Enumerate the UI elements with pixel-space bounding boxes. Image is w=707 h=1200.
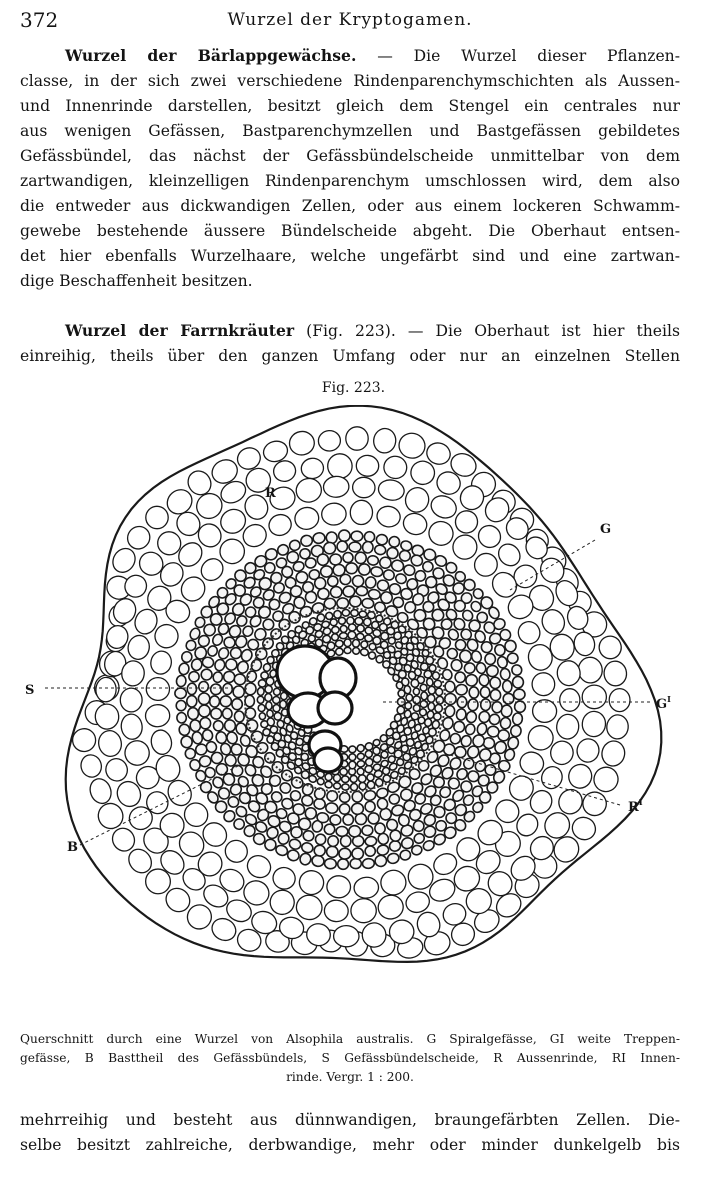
- cell: [413, 704, 420, 712]
- cell: [280, 692, 287, 700]
- cell: [120, 688, 142, 712]
- cell: [434, 680, 443, 688]
- cell: [365, 845, 376, 856]
- cell: [234, 710, 245, 722]
- page-header: [20, 8, 680, 34]
- label-r1: $R^I$: [628, 797, 643, 815]
- cell: [342, 609, 350, 616]
- cell: [245, 707, 257, 719]
- cell: [358, 774, 367, 783]
- cell: [245, 695, 255, 707]
- cell: [222, 683, 232, 695]
- cell: [350, 783, 357, 791]
- cell: [492, 702, 503, 714]
- cell: [455, 684, 467, 695]
- cell: [366, 773, 374, 781]
- paragraph-baerlapp: [20, 43, 680, 294]
- text-line: Gefässbündel, das nächst der Gefässbündelscheide unmittelbar von dem: [20, 147, 680, 165]
- label-s: S: [25, 683, 35, 698]
- cell: [146, 677, 170, 701]
- cell: [351, 803, 364, 815]
- cell: [435, 688, 443, 696]
- text-line: einreihig, theils über den ganzen Umfang oder nur an einzelnen Stellen: [20, 347, 680, 365]
- cell: [445, 705, 456, 717]
- cell: [95, 677, 116, 702]
- cell: [349, 746, 357, 753]
- cell: [352, 848, 364, 860]
- figure-label: Fig. 223.: [321, 380, 386, 396]
- cell: [420, 684, 428, 692]
- cell: [346, 563, 358, 574]
- label-b: B: [67, 840, 78, 855]
- cell: [350, 775, 357, 782]
- cell: [348, 631, 356, 639]
- paragraph-farrn: [20, 318, 680, 369]
- cell: [367, 555, 379, 566]
- cell: [327, 835, 339, 847]
- label-g: G: [600, 522, 612, 537]
- page-number: 372: [20, 8, 59, 32]
- cell: [339, 848, 351, 859]
- cell: [339, 632, 347, 639]
- cell: [398, 690, 406, 698]
- cell: [257, 696, 264, 703]
- cell: [406, 694, 413, 701]
- cell: [351, 531, 363, 541]
- cell: [480, 687, 490, 698]
- cell: [337, 541, 348, 552]
- cell: [513, 689, 525, 700]
- cell: [265, 693, 272, 701]
- cell: [358, 563, 371, 575]
- cell: [490, 689, 501, 700]
- cell: [349, 542, 361, 552]
- cell: [360, 640, 368, 648]
- cell: [489, 677, 501, 690]
- cell: [339, 804, 350, 815]
- root-cross-section-figure: [20, 405, 690, 1020]
- cell: [323, 542, 336, 555]
- label-r: R: [265, 486, 276, 501]
- text-line: classe, in der sich zwei verschiedene Rindenparenchymschichten als Aussen-: [20, 72, 680, 90]
- paragraph-continued: [20, 1108, 680, 1158]
- cell: [466, 711, 477, 723]
- cell: [436, 696, 443, 704]
- cell: [327, 453, 352, 478]
- cell: [349, 825, 361, 837]
- cell: [356, 586, 368, 596]
- cell: [364, 801, 376, 813]
- cell: [324, 773, 333, 782]
- cell: [324, 781, 333, 789]
- cell: [340, 625, 347, 633]
- cell: [338, 530, 350, 542]
- cell: [427, 710, 435, 719]
- figure-caption: [20, 1030, 680, 1087]
- cell: [364, 531, 375, 543]
- cell: [349, 754, 356, 761]
- cell: [363, 618, 372, 627]
- vessel: [314, 748, 342, 772]
- cell: [357, 760, 365, 767]
- cell: [266, 710, 273, 718]
- text-line: die entweder aus dickwandigen Zellen, oder aus einem lockeren Schwamm-: [20, 197, 680, 215]
- cell: [331, 626, 340, 634]
- cell: [330, 586, 343, 598]
- cell: [346, 427, 369, 451]
- text-line: gewebe bestehende äussere Bündelscheide abgeht. Die Oberhaut entsen-: [20, 222, 680, 240]
- cell: [338, 859, 349, 870]
- cell: [413, 696, 420, 704]
- cell: [220, 696, 231, 707]
- cell: [355, 552, 367, 564]
- section-heading: Wurzel der Bärlappgewächse.: [65, 46, 357, 65]
- cell: [357, 744, 365, 752]
- cell: [359, 782, 367, 790]
- cell: [512, 676, 524, 689]
- cell: [609, 689, 630, 712]
- cell: [514, 701, 525, 713]
- cell: [343, 586, 355, 597]
- cell: [327, 576, 339, 588]
- cell: [362, 858, 375, 869]
- vessel: [318, 692, 352, 724]
- cell: [232, 699, 243, 710]
- cell: [343, 814, 354, 825]
- cell: [266, 701, 273, 709]
- cell: [352, 575, 364, 587]
- label-g1: $G^I$: [656, 694, 671, 712]
- cell: [352, 639, 360, 647]
- cell: [444, 681, 455, 693]
- cell: [343, 553, 353, 563]
- cell: [188, 671, 200, 683]
- caption-line: rinde. Vergr. 1 : 200.: [286, 1070, 414, 1084]
- cell: [259, 712, 266, 720]
- cell: [468, 699, 478, 711]
- cell: [326, 790, 338, 802]
- caption-line: gefässe, B Basttheil des Gefässbündels, S Gefässbündelscheide, R Aussenrinde, RI Innen-: [20, 1051, 680, 1065]
- cell: [560, 689, 580, 712]
- cell: [421, 692, 428, 700]
- cell: [335, 648, 344, 656]
- text-line: zartwandigen, kleinzelligen Rindenparenchym umschlossen wird, dem also: [20, 172, 680, 190]
- text-line: selbe besitzt zahlreiche, derbwandige, mehr oder minder dunkelgelb bis: [20, 1136, 680, 1154]
- cell: [512, 712, 523, 725]
- cell: [326, 875, 351, 898]
- cell: [339, 792, 350, 802]
- cell: [258, 704, 265, 712]
- cell: [176, 700, 186, 711]
- cell: [350, 858, 362, 868]
- cell: [233, 686, 245, 698]
- cell: [465, 674, 478, 687]
- cell: [481, 699, 491, 711]
- cell: [489, 714, 501, 726]
- cell: [349, 761, 356, 769]
- text-line: Wurzel der Farrnkräuter (Fig. 223). — Die Oberhaut ist hier theils: [65, 321, 680, 340]
- cell: [355, 617, 364, 625]
- cell: [344, 639, 351, 647]
- caption-line: Querschnitt durch eine Wurzel von Alsophila australis. G Spiralgefässe, GI weite Treppen-: [20, 1032, 680, 1046]
- root-cross-section-illustration: [20, 405, 690, 1020]
- cell: [333, 925, 359, 947]
- section-heading: Wurzel der Farrnkräuter: [65, 321, 295, 340]
- cell: [336, 826, 348, 836]
- cell: [187, 696, 197, 707]
- cell: [410, 712, 419, 720]
- cell: [348, 624, 356, 631]
- cell: [502, 680, 512, 693]
- cell: [330, 618, 338, 626]
- cell: [428, 686, 436, 695]
- cell: [273, 697, 280, 704]
- cell: [329, 814, 341, 825]
- cell: [335, 640, 344, 648]
- cell: [357, 768, 365, 776]
- cell: [222, 708, 233, 720]
- cell: [350, 500, 373, 525]
- cell: [198, 705, 210, 718]
- cell: [357, 753, 365, 760]
- cell: [435, 704, 443, 713]
- cell: [333, 782, 341, 789]
- cell: [342, 784, 350, 791]
- cell: [359, 611, 367, 618]
- cell: [349, 596, 361, 607]
- cell: [210, 684, 221, 695]
- cell: [280, 700, 287, 708]
- cell: [365, 836, 378, 847]
- cell: [176, 675, 187, 687]
- cell: [469, 687, 479, 699]
- cell: [341, 776, 349, 783]
- cell: [338, 617, 346, 624]
- cell: [532, 699, 557, 723]
- cell: [199, 717, 211, 730]
- text-line: det hier ebenfalls Wurzelhaare, welche ungefärbt sind und eine zartwan-: [20, 247, 680, 265]
- cell: [175, 688, 187, 699]
- cell: [340, 768, 348, 776]
- cell: [500, 717, 512, 730]
- cell: [352, 791, 363, 802]
- cell: [324, 858, 337, 869]
- cell: [344, 647, 351, 654]
- cell: [428, 702, 435, 710]
- cell: [187, 683, 197, 695]
- text-line: mehrreihig und besteht aus dünnwandigen, braungefärbten Zellen. Die-: [20, 1111, 680, 1129]
- cell: [456, 708, 467, 720]
- cell: [357, 624, 365, 632]
- cell: [361, 825, 373, 836]
- cell: [352, 647, 360, 654]
- cell: [273, 688, 281, 696]
- cell: [198, 693, 209, 705]
- cell: [187, 707, 199, 720]
- cell: [198, 681, 208, 692]
- cell: [413, 688, 420, 696]
- cell: [200, 668, 213, 681]
- running-head: Wurzel der Kryptogamen.: [227, 10, 473, 30]
- text-line: Wurzel der Bärlappgewächse. — Die Wurzel dieser Pflanzen-: [65, 46, 680, 65]
- cell: [257, 687, 264, 695]
- cell: [428, 694, 435, 702]
- cell: [351, 610, 359, 617]
- text-line: dige Beschaffenheit besitzen.: [20, 272, 253, 290]
- text-line: und Innenrinde darstellen, besitzt gleich dem Stengel ein centrales nur: [20, 97, 680, 115]
- cell: [478, 711, 490, 723]
- cell-pattern: [66, 406, 662, 962]
- cell: [340, 574, 351, 585]
- cell: [176, 712, 186, 723]
- cell: [445, 693, 457, 704]
- cell: [362, 541, 374, 553]
- cell: [210, 696, 220, 707]
- cell: [582, 685, 607, 709]
- text-line: aus wenigen Gefässen, Bastparenchymzellen und Bastgefässen gebildetes: [20, 122, 680, 140]
- cell: [210, 708, 222, 720]
- cell: [265, 685, 273, 694]
- cell: [326, 846, 338, 858]
